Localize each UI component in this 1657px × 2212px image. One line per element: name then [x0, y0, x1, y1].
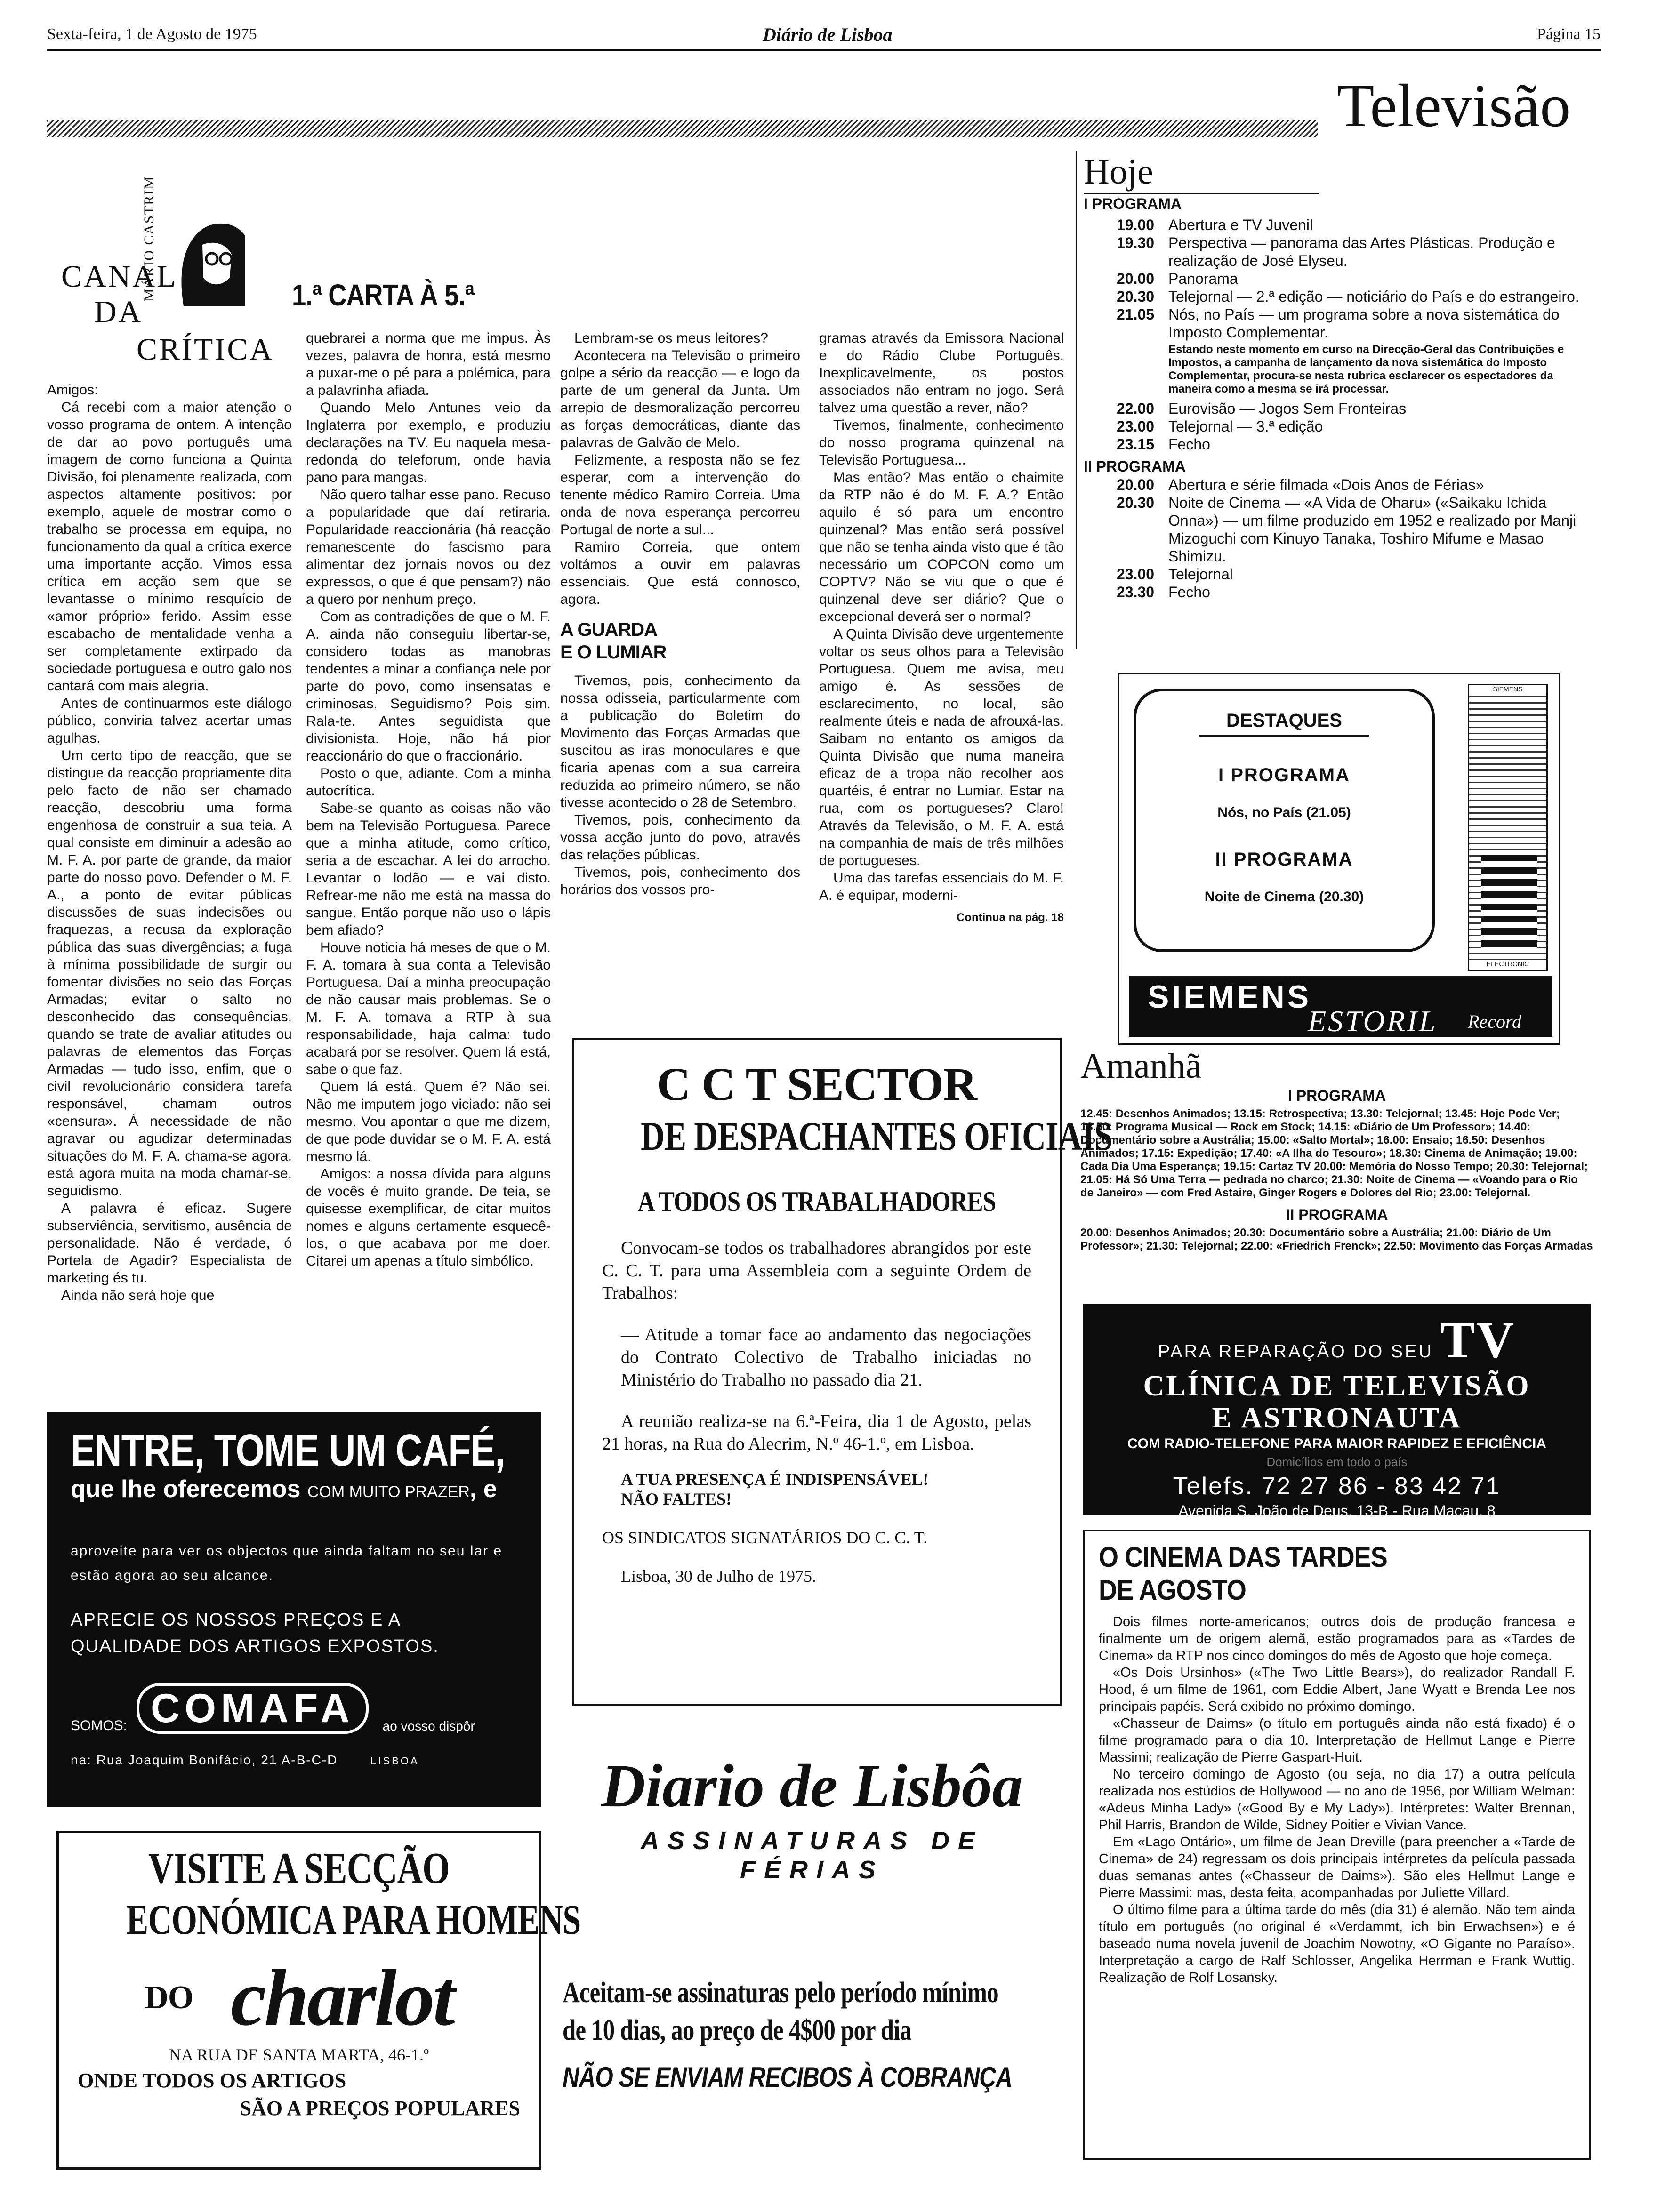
column-subhead [560, 618, 800, 664]
tv-desc: Noite de Cinema — «A Vida de Oharu» («Saikaku Ichida Onna») — um filme produzido em 1952 e realizado por Manji Mizoguchi com Kinuyo Tanaka, Toshiro Mifume e Masao Shimizu. [1168, 494, 1577, 565]
amanha-title: Amanhã [1080, 1046, 1202, 1086]
tv-ad-p2: II PROGRAMA [1215, 849, 1353, 870]
charlot-ad[interactable] [56, 1831, 581, 2170]
column-text-col4 [819, 329, 1064, 926]
column-para: A palavra é eficaz. Sugere subserviência, servitismo, ausência de personalidade. Não é verdade, ó Portela de Agadir? Especialista de marketing és tu. [47, 1201, 292, 1286]
clinica-name2: E ASTRONAUTA [1212, 1402, 1462, 1434]
column-para: Tivemos, pois, conhecimento da nossa odisseia, particularmente com a publicação do Boletim do Movimento das Forças Armadas que suscitou as iras monoculares e que ficaria apenas com a sua carreira reduzida ao primeiro número, se não tivesse acontecido o 28 de Setembro. [560, 673, 800, 810]
column-para: Sabe-se quanto as coisas não vão bem na Televisão Portuguesa. Parece que a minha atitude, como crítico, seria a de escachar. A lei do arrocho. Levantar o lodão — e vai disto. Refrear-me não me está na massa do sangue. Então porque não uso o lápis bem afiado? [306, 801, 551, 938]
tv-brand-label: ELECTRONIC [1469, 960, 1546, 968]
cafe-city: LISBOA [370, 1755, 419, 1767]
tv-desc: Nós, no País — um programa sobre a nova sistemática do Imposto Complementar. [1168, 306, 1560, 341]
continued-note[interactable]: Continua na pág. 18 [956, 911, 1064, 924]
tv-time: 23.00 [1117, 566, 1155, 583]
cafe-h2-text: que lhe oferecemos [71, 1475, 301, 1503]
column-para: Com as contradições de que o M. F. A. ainda não conseguiu libertar-se, considero todas as manobras tendentes a minar a confiança nele por parte do povo, como insensatas e criminosas. Seguidismo? Pois sim. Rala-te. Antes seguidista que divisionista. Hoje, não há pior reaccionário do que o fraccionário. [306, 609, 551, 764]
siemens-logo-bar [1129, 976, 1552, 1037]
column-subhead-2: E O LUMIAR [560, 642, 667, 663]
masthead [47, 23, 1601, 51]
column-title-2: DA [94, 295, 143, 329]
cct-date: Lisboa, 30 de Julho de 1975. [621, 1567, 816, 1586]
dl-ad[interactable] [563, 1751, 1062, 2165]
masthead-date: Sexta-feira, 1 de Agosto de 1975 [47, 25, 257, 43]
clinica-line1-text: PARA REPARAÇÃO DO SEU [1158, 1342, 1433, 1362]
hoje-block [1076, 151, 1593, 649]
cafe-ad[interactable] [47, 1412, 541, 1807]
dl-line1: Aceitam-se assinaturas pelo período mínimo [563, 1977, 998, 2009]
column-subhead-1: A GUARDA [560, 619, 658, 640]
cafe-p1: aproveite para ver os objectos que ainda faltam no seu lar e estão agora ao seu alcance. [71, 1543, 503, 1583]
tv-ad-p2-show: Noite de Cinema (20.30) [1204, 889, 1364, 905]
tv-time: 22.00 [1117, 400, 1155, 417]
cct-line2: DE DESPACHANTES OFICIAIS [641, 1114, 1112, 1159]
column-headline: 1.ª CARTA À 5.ª [292, 278, 475, 312]
column-para: Amigos: [47, 382, 98, 398]
comafa-logo: COMAFA [137, 1683, 369, 1734]
column-title-3: CRÍTICA [137, 332, 274, 367]
amanha-p1-text: 12.45: Desenhos Animados; 13.15: Retrospectiva; 13.30: Telejornal; 13.45: Hoje Pode Ver; 13.50: Programa Musical — Rock em Stock; 14.15: «Diário de Um Professor»; 14.40: Documentário sobre a Austrália; 15.00: «Salto Mortal»; 16.00: Ensaio; 16.50: Desenhos Animados; 17.15: Expedição; 17.40: «A Ilha do Tesouro»; 18.30: Cinema de Animação; 19.00: Cada Dia Uma Esperança; 19.15: Cartaz TV 20.00: Memória do Nosso Tempo; 20.30: Telejornal; 21.05: Há Só Uma Terra — pedrada no charco; 21.30: Noite de Cinema — «Voando para o Rio de Janeiro» — com Fred Astaire, Ginger Rogers e Dolores del Rio; 23.00: Telejornal. [1080, 1107, 1588, 1199]
cinema-title-1: O CINEMA DAS TARDES [1099, 1541, 1387, 1573]
tv-listing [1117, 476, 1593, 494]
tv-time: 19.00 [1117, 216, 1155, 233]
section-title: Televisão [1337, 72, 1571, 140]
tv-desc: Fecho [1168, 584, 1210, 601]
tv-listing [1117, 216, 1593, 234]
column-para: Acontecera na Televisão o primeiro golpe a sério da reacção — e logo da parte de um general da Junta. Um arrepio de desmoralização percorreu as forças democráticas, diante das palavras de Galvão de Melo. [560, 348, 800, 450]
cinema-para: Dois filmes norte-americanos; outros dois de produção francesa e finalmente um de origem alemã, estão programados para as «Tardes de Cinema» da RTP nos cinco domingos do mês de Agosto que hoje começa. [1099, 1614, 1575, 1663]
cafe-somos: SOMOS: [71, 1718, 128, 1733]
tv-listing [1117, 435, 1593, 453]
tv-desc: Abertura e série filmada «Dois Anos de Férias» [1168, 476, 1484, 493]
cinema-para: «Chasseur de Daims» (o título em português ainda não está fixado) é o filme programado para o dia 10. Interpretação de Hellmut Lange e Pierre Massimi; realização de Pierre Gaspart-Huit. [1099, 1716, 1575, 1765]
tv-ad-p1-show: Nós, no País (21.05) [1217, 805, 1351, 820]
dl-line2: de 10 dias, ao preço de 4$00 por dia [563, 2014, 912, 2046]
tv-desc: Perspectiva — panorama das Artes Plásticas. Produção e realização de José Elyseu. [1168, 234, 1555, 269]
cinema-text [1099, 1613, 1575, 1986]
tv-listing [1117, 494, 1593, 565]
column-para: Mas então? Mas então o chaimite da RTP não é do M. F. A.? Então aquilo é só para um encontro quinzenal? Mas então será possível que não se tenha ainda visto que é tão necessário um COPCON como um COPTV? Não se viu que o que é quinzenal deve ser diário? Que o excepcional deverá ser o normal? [819, 470, 1064, 625]
tv-listing [1117, 583, 1593, 601]
column-para: Um certo tipo de reacção, que se distingue da reacção propriamente dita pelo facto de não ser chamado reacção, descobriu uma forma engenhosa de construir a sua teia. A qual consiste em diminuir a adesão ao M. F. A. por parte de grande, da maior parte do nosso povo. Defender o M. F. A., a ponto de evitar públicas discussões de suas indecisões ou fraquezas, a recusa da exploração pública das suas divergências; a fuga à mínima possibilidade de surgir ou fomentar divisões no seio das Forças Armadas; evitar o salto no desconhecido das consequências, quando se trate de avaliar atitudes ou palavras de elementos das Forças Armadas — tudo isso, enfim, que o civil revolucionário considera tarefa responsável, chamam outros «censura». À necessidade de não agravar ou agudizar determinadas situações do M. F. A. chama-se agora, está agora muita na moda chamar-se, seguidismo. [47, 748, 292, 1199]
cct-item: — Atitude a tomar face ao andamento das negociações do Contrato Colectivo de Trabalho iniciadas no Ministério do Trabalho no passado dia 21. [621, 1325, 1031, 1390]
column-para: Tivemos, pois, conhecimento dos horários dos vossos pro- [560, 865, 800, 898]
column-para: Amigos: a nossa dívida para alguns de vocês é muito grande. De teia, se quisesse exemplificar, de citar muitos nomes e alguns certamente esquecê-los, o que acabava por me doer. Citarei um apenas a título simbólico. [306, 1166, 551, 1269]
tv-desc: Telejornal [1168, 566, 1233, 583]
charlot-l2: ECONÓMICA PARA HOMENS [126, 1897, 581, 1943]
column-para: Quando Melo Antunes veio da Inglaterra por exemplo, e produziu declarações na TV. Eu naquela mesa-redonda do teleforum, onde havia pano para mangas. [306, 400, 551, 485]
cafe-h2-small: COM MUITO PRAZER [307, 1483, 470, 1501]
clinica-name1: CLÍNICA DE TELEVISÃO [1143, 1370, 1531, 1402]
column-para: Houve noticia há meses de que o M. F. A. tomara à sua conta a Televisão Portuguesa. Daí a minha preocupação de não causar mais problemas. Se o M. F. A. tomava a RTP à sua responsabilidade, haja calma: tudo acabará por se resolver. Quem lá está, sabe o que faz. [306, 940, 551, 1077]
tv-desc: Abertura e TV Juvenil [1168, 216, 1313, 233]
column-para: Lembram-se os meus leitores? [574, 330, 768, 346]
tv-screen [1134, 689, 1435, 952]
column-para: Não quero talhar esse pano. Recuso a popularidade que daí retiraria. Popularidade reaccionária (há reacção remanescente do fascismo para alimentar dez jornais novos ou dez expressos, o que é que pensam?) não a quero por nenhum preço. [306, 487, 551, 607]
tv-listing [1117, 234, 1593, 270]
clinica-ad[interactable] [1083, 1304, 1591, 1519]
column-title-1: CANAL [61, 259, 178, 294]
column-para: quebrarei a norma que me impus. Às vezes, palavra de honra, está mesmo a puxar-me o pé para a polémica, para a palavrinha afiada. [306, 330, 551, 398]
masthead-page: Página 15 [1536, 25, 1601, 43]
column-para: Quem lá está. Quem é? Não sei. Não me imputem jogo viciado: não sei mesmo. Vou apontar o que me dizem, de que pode duvidar se o M. F. A. está mesmo lá. [306, 1079, 551, 1164]
column-text-col3 [560, 329, 800, 898]
tv-time: 23.30 [1117, 584, 1155, 601]
charlot-l3: ONDE TODOS OS ARTIGOS [78, 2069, 346, 2092]
cinema-para: «Os Dois Ursinhos» («The Two Little Bears»), do realizador Randall F. Hood, é um filme de 1961, com Eddie Albert, Jane Wyatt e Brenda Lee nos principais papéis. Será exibido no próximo domingo. [1099, 1665, 1575, 1714]
tv-ad-p1: I PROGRAMA [1218, 765, 1350, 785]
clinica-tv: TV [1440, 1311, 1516, 1369]
hoje-p1-label: I PROGRAMA [1084, 193, 1319, 213]
tv-desc: Fecho [1168, 436, 1210, 453]
dl-line3: NÃO SE ENVIAM RECIBOS À COBRANÇA [563, 2061, 1013, 2093]
column-text-col2 [306, 329, 551, 1270]
cafe-addr-row [71, 1753, 518, 1768]
cafe-dispor: ao vosso dispôr [382, 1719, 475, 1733]
column-para: Tivemos, finalmente, conhecimento do nosso programa quinzenal na Televisão Portuguesa... [819, 417, 1064, 468]
column-para: Ramiro Correia, que ontem voltámos a ouvir em palavras essenciais. Que está connosco, agora. [560, 539, 800, 607]
cafe-h1: ENTRE, TOME UM CAFÉ, [71, 1425, 505, 1475]
charlot-do: DO [145, 1980, 193, 2016]
charlot-addr: NA RUA DE SANTA MARTA, 46-1.º [169, 2045, 429, 2064]
cinema-para: Em «Lago Ontário», um filme de Jean Dreville (para preencher a «Tarde de Cinema» de 24) regressam os dois principais intérpretes da película passada duas semanas antes («Chasseur de Daims»). São eles Hellmut Lange e Pierre Massimi: mas, desta feita, acompanhadas por Juliette Villard. [1099, 1835, 1575, 1900]
cinema-box [1083, 1530, 1591, 2160]
tv-time: 23.15 [1117, 436, 1155, 453]
column-para: Cá recebi com a maior atenção o vosso programa de ontem. A intenção de dar ao povo português uma imagem de como funciona a Quinta Divisão, foi plenamente realizada, com aspectos altamente positivos: por exemplo, aquele de mostrar como o trabalho se processa em equipa, no funcionamento da qual a crítica exerce uma importante acção. Vimos essa crítica em acção sem que se levantasse o mínimo resquício de «amor próprio» ferido. Assim esse escabacho de mentalidade venha a ser completamente extirpado da sociedade portuguesa e outro galo nos cantará com mais alegria. [47, 400, 292, 694]
cct-intro: Convocam-se todos os trabalhadores abrangidos por este C. C. T. para uma Assembleia com a seguinte Ordem de Trabalhos: [602, 1238, 1031, 1303]
charlot-l4: SÃO A PREÇOS POPULARES [240, 2097, 520, 2120]
cct-call2: NÃO FALTES! [621, 1490, 732, 1508]
cinema-para: O último filme para a última tarde do mês (dia 31) é alemão. Não tem ainda título em português (no original é «Verdammt, ich bin Erwachsen») e é baseado numa novela juvenil de Joachim Nowotny, «O Gigante no Paraíso». Interpretação a cargo de Ralf Schlosser, Angelika Herrman e Frank Wuttig. Realização de Rolf Losansky. [1099, 1902, 1575, 1985]
clinica-line2: COM RADIO-TELEFONE PARA MAIOR RAPIDEZ E EFICIÊNCIA [1127, 1436, 1546, 1451]
tv-desc: Telejornal — 3.ª edição [1168, 418, 1323, 435]
siemens-brand: SIEMENS [1148, 979, 1312, 1015]
tv-listing [1117, 305, 1593, 341]
amanha-p1-label: I PROGRAMA [1288, 1087, 1386, 1104]
column-para: Ainda não será hoje que [61, 1288, 215, 1303]
siemens-model-suffix: Record [1468, 1011, 1522, 1032]
tv-desc: Eurovisão — Jogos Sem Fronteiras [1168, 400, 1407, 417]
cafe-addr: na: Rua Joaquim Bonifácio, 21 A-B-C-D [71, 1753, 338, 1767]
cct-meeting: A reunião realiza-se na 6.ª-Feira, dia 1 de Agosto, pelas 21 horas, na Rua do Alecrim, N.º 46-1.º, em Lisboa. [602, 1411, 1031, 1454]
cct-line1: C C T SECTOR [657, 1058, 977, 1110]
column-para: Felizmente, a resposta não se fez esperar, com a intervenção do tenente médico Ramiro Correia. Uma onda de nova esperança percorreu Portugal de norte a sul... [560, 452, 800, 537]
charlot-l1: VISITE A SECÇÃO [148, 1844, 450, 1893]
section-rule [47, 120, 1318, 137]
tv-desc: Panorama [1168, 270, 1238, 287]
dl-sub: ASSINATURAS DE FÉRIAS [640, 1827, 984, 1884]
hoje-p2-label: II PROGRAMA [1084, 458, 1186, 475]
tv-time: 19.30 [1117, 234, 1155, 251]
tv-listing [1117, 288, 1593, 305]
tv-listing [1117, 400, 1593, 417]
column-para: Uma das tarefas essenciais do M. F. A. é equipar, moderni- [819, 870, 1064, 903]
column-para: Posto o que, adiante. Com a minha autocrítica. [306, 766, 551, 799]
charlot-brand-row [78, 1956, 520, 2040]
tv-listing [1117, 565, 1593, 583]
cafe-h2 [71, 1475, 518, 1506]
cinema-title-2: DE AGOSTO [1099, 1574, 1246, 1606]
tv-time: 21.05 [1117, 306, 1155, 323]
hoje-p2-list [1084, 476, 1593, 601]
clinica-line3: Domicílios em todo o país [1266, 1455, 1408, 1469]
charlot-logo: charlot [231, 1954, 453, 2042]
cct-line3: A TODOS OS TRABALHADORES [637, 1186, 996, 1217]
cct-ad[interactable] [572, 1038, 1112, 1706]
column-para: Antes de continuarmos este diálogo público, conviria talvez acertar umas agulhas. [47, 696, 292, 746]
cinema-para: No terceiro domingo de Agosto (ou seja, no dia 17) a outra película realizada nos estúdios de Hollywood — no ano de 1956, por William Welman: «Adeus Minha Lady» («Good By e My Lady»). Intérpretes: Walter Brennan, Phil Harris, Brandon de Wilde, Sidney Poitier e Vivian Vance. [1099, 1767, 1575, 1833]
tv-time: 23.00 [1117, 418, 1155, 435]
cct-sign: OS SINDICATOS SIGNATÁRIOS DO C. C. T. [602, 1528, 928, 1547]
cafe-p2: APRECIE OS NOSSOS PREÇOS E A QUALIDADE DOS ARTIGOS EXPOSTOS. [71, 1610, 439, 1656]
column-author: MÁRIO CASTRIM [141, 176, 157, 301]
tv-time: 20.30 [1117, 494, 1155, 511]
hoje-title: Hoje [1084, 152, 1153, 192]
tv-listing [1117, 270, 1593, 288]
siemens-model: ESTORIL [1308, 1004, 1438, 1038]
amanha-p2-text: 20.00: Desenhos Animados; 20.30: Documentário sobre a Austrália; 21.00: Diário de Um Professor»; 21.30: Telejornal; 22.00: «Friedrich Frenck»; 22.50: Movimento das Forças Armadas [1080, 1226, 1593, 1252]
tv-knob [1481, 855, 1537, 949]
hoje-p1-list [1084, 216, 1593, 453]
amanha-p2-label: II PROGRAMA [1286, 1206, 1388, 1223]
destaques-label: DESTAQUES [1199, 710, 1369, 737]
clinica-line1 [1083, 1310, 1591, 1370]
column-text-col1 [47, 381, 292, 1304]
column-para: Tivemos, pois, conhecimento da vossa acção junto do povo, através das relações públicas. [560, 812, 800, 863]
dl-logo: Diario de Lisbôa [601, 1752, 1023, 1820]
tv-desc: Telejornal — 2.ª edição — noticiário do País e do estrangeiro. [1168, 288, 1579, 305]
tv-listing [1117, 417, 1593, 435]
masthead-paper: Diário de Lisboa [763, 24, 893, 45]
cafe-h2-end: , e [469, 1475, 497, 1503]
amanha-block [1080, 1045, 1593, 1253]
tv-brand-small: SIEMENS [1469, 685, 1546, 693]
tv-time: 20.00 [1117, 476, 1155, 493]
tv-time: 20.30 [1117, 288, 1155, 305]
cct-call1: A TUA PRESENÇA É INDISPENSÁVEL! [621, 1470, 929, 1489]
tv-time: 20.00 [1117, 270, 1155, 287]
tv-control-panel [1468, 684, 1548, 971]
clinica-address: Avenida S. João de Deus, 13-B - Rua Macau, 8 [1178, 1502, 1496, 1519]
clinica-phones[interactable]: Telefs. 72 27 86 - 83 42 71 [1173, 1473, 1501, 1500]
author-portrait [169, 207, 249, 311]
cafe-brand-row [71, 1683, 518, 1734]
column-para: A Quinta Divisão deve urgentemente voltar os seus olhos para a Televisão Portuguesa. Quem me avisa, meu amigo é. As sessões de esclarecimento, no local, são realmente úteis e nada de afrouxá-las. Saibam no entanto os amigos da Quinta Divisão que numa maneira eficaz de a tropa não recolher aos quartéis, é entrar no Lumiar. Estar na rua, com os portugueses? Claro! Através da Televisão, o M. F. A. está na companhia de mais de três milhões de portugueses. [819, 626, 1064, 868]
tv-note: Estando neste momento em curso na Direcção-Geral das Contribuições e Impostos, a campanha de lançamento da nova sistemática do Imposto Complementar, procura-se nesta rubrica esclarecer os espectadores da maneira como a mesma se irá processar. [1168, 343, 1564, 395]
siemens-ad[interactable] [1118, 673, 1560, 1045]
column-logo [47, 176, 274, 377]
column-para: gramas através da Emissora Nacional e do Rádio Clube Português. Inexplicavelmente, os postos associados não entram no jogo. Será talvez uma questão a rever, não? [819, 330, 1064, 416]
